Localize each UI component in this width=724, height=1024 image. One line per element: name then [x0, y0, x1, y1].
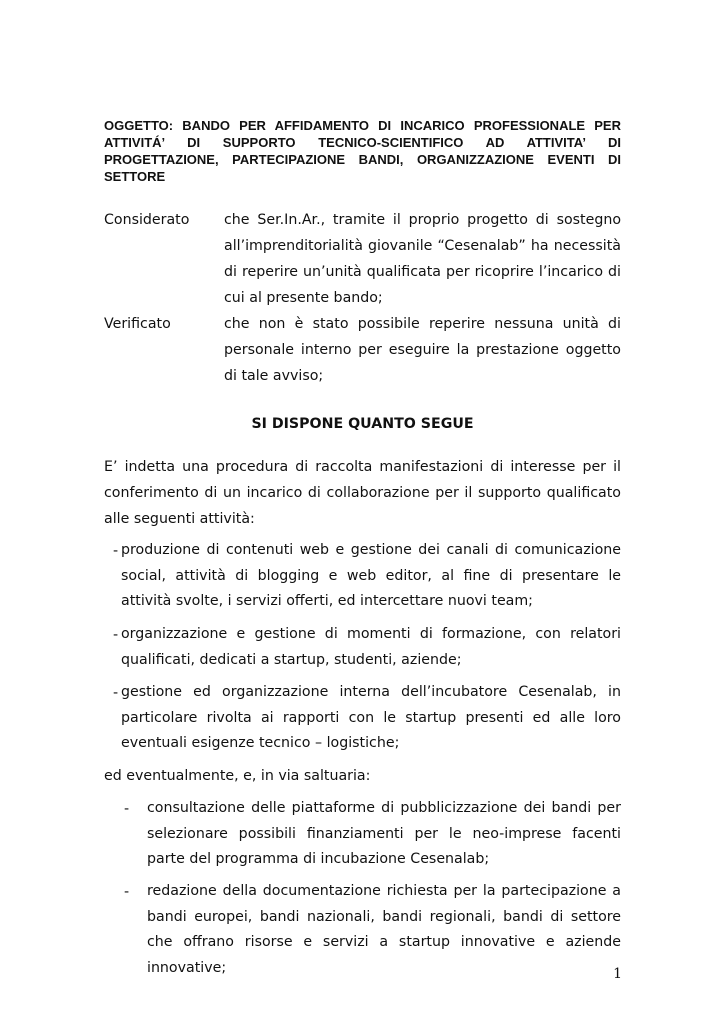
bullet-dash: - — [124, 884, 130, 900]
section-heading: SI DISPONE QUANTO SEGUE — [251, 416, 474, 432]
list-item-text: organizzazione e gestione di momenti di formazione, con relatori qualificati, dedicati a startup, studenti, aziende; — [121, 626, 621, 668]
bullet-dash: - — [113, 627, 119, 643]
premise-text: che non è stato possibile reperire nessuna unità di personale interno per eseguire la prestazione oggetto di tale avviso; — [224, 316, 621, 384]
list-item-text: gestione ed organizzazione interna dell’incubatore Cesenalab, in particolare rivolta ai rapporti con le startup presenti ed alle loro eventuali esigenze tecnico – logistiche; — [121, 684, 621, 751]
list-item-text: produzione di contenuti web e gestione dei canali di comunicazione social, attività di blogging e web editor, al fine di presentare le attività svolte, i servizi offerti, ed intercettare nuovi team; — [121, 542, 621, 609]
page-number: 1 — [613, 966, 622, 982]
bullet-dash: - — [113, 543, 119, 559]
document-subject: OGGETTO: BANDO PER AFFIDAMENTO DI INCARICO PROFESSIONALE PER ATTIVITÁ’ DI SUPPORTO TECNICO-SCIENTIFICO AD ATTIVITA’ DI PROGETTAZIONE, PARTECIPAZIONE BANDI, ORGANIZZAZIONE EVENTI DI SETTORE — [104, 118, 621, 184]
occasional-intro: ed eventualmente, e, in via saltuaria: — [104, 768, 371, 784]
premise-label: Considerato — [104, 212, 190, 228]
premise-text: che Ser.In.Ar., tramite il proprio progetto di sostegno all’imprenditorialità giovanile “Cesenalab” ha necessità di reperire un’unità qualificata per ricoprire l’incarico di cui al presente bando; — [224, 212, 621, 306]
list-item-text: consultazione delle piattaforme di pubblicizzazione dei bandi per selezionare possibili finanziamenti per le neo-imprese facenti parte del programma di incubazione Cesenalab; — [147, 800, 621, 867]
list-item-text: redazione della documentazione richiesta per la partecipazione a bandi europei, bandi nazionali, bandi regionali, bandi di settore che offrano risorse e servizi a startup innovative e aziende innovative; — [147, 883, 621, 976]
bullet-dash: - — [124, 801, 130, 817]
intro-paragraph: E’ indetta una procedura di raccolta manifestazioni di interesse per il conferimento di un incarico di collaborazione per il supporto qualificato alle seguenti attività: — [104, 459, 621, 527]
premise-label: Verificato — [104, 316, 171, 332]
bullet-dash: - — [113, 685, 119, 701]
